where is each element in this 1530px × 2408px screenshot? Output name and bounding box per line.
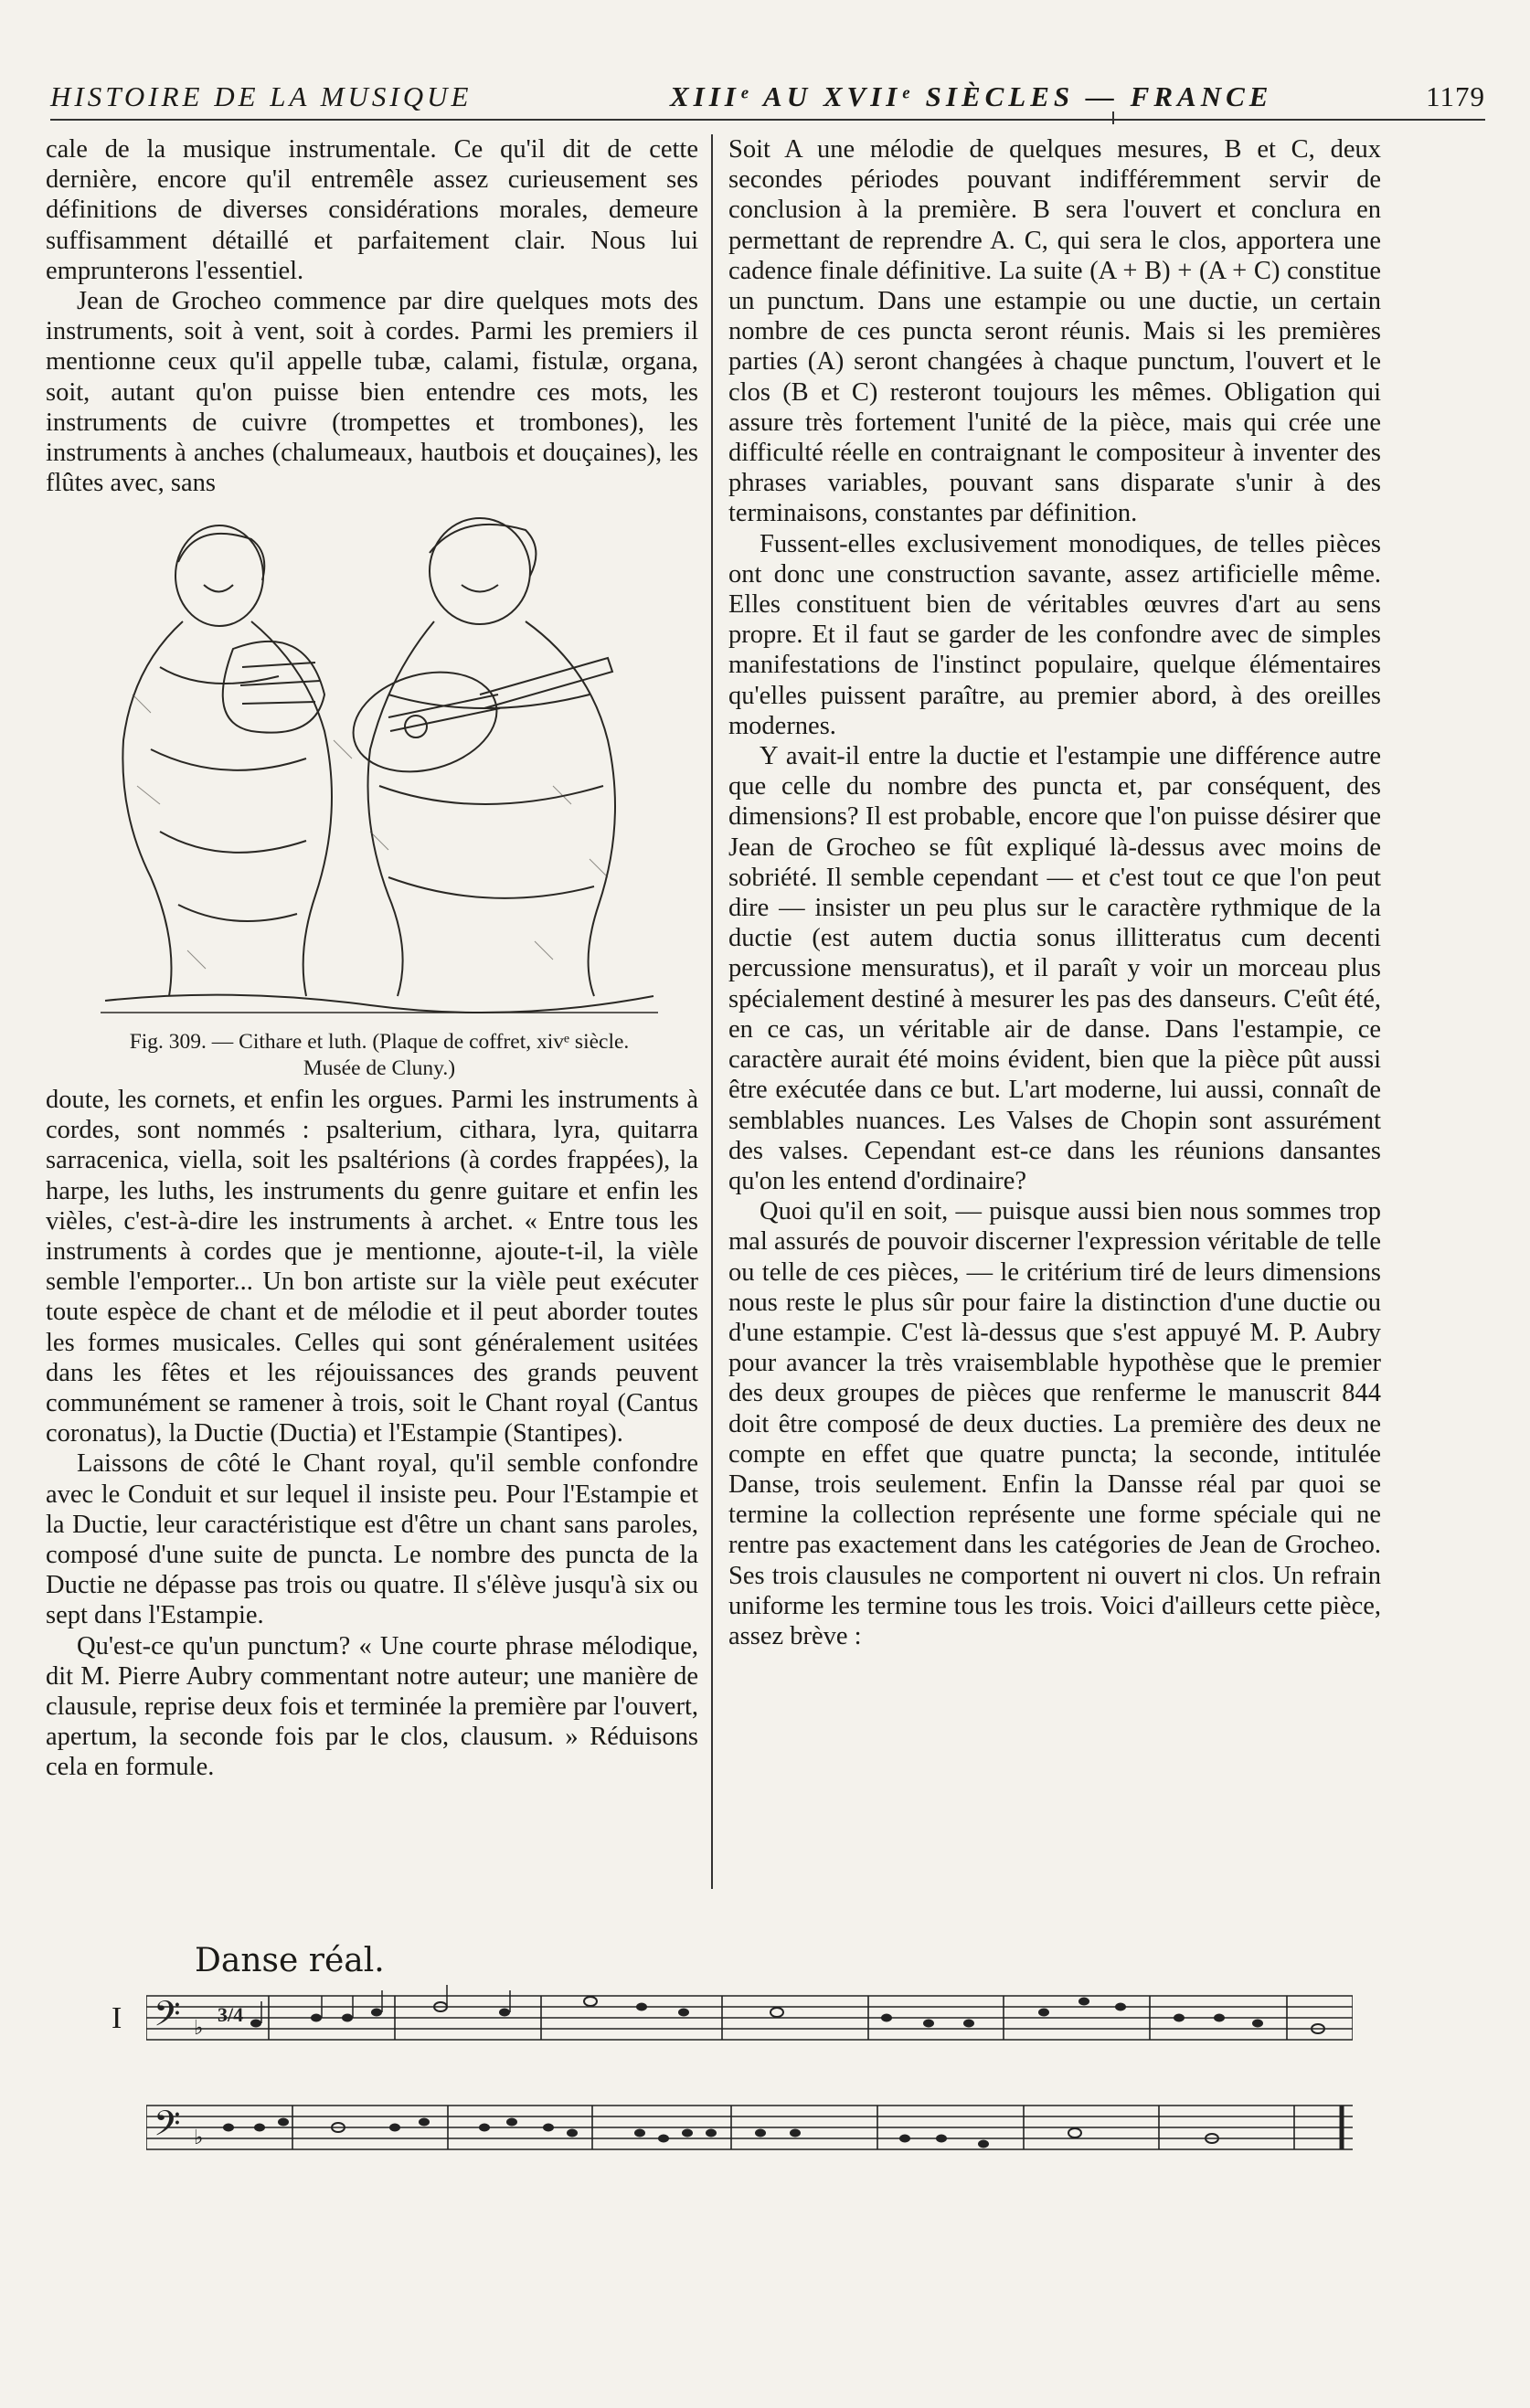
flat-sign-icon: ♭ [194, 2016, 204, 2039]
left-column [46, 134, 698, 498]
header-rule [50, 119, 1485, 121]
caption-line-2: Musée de Cluny.) [303, 1056, 456, 1080]
left-paragraph-3: doute, les cornets, et enfin les orgues. Parmi les instruments à cordes, sont nommés : psalterium, cithara, lyra, quitarra sarracenica, viella, soit les psaltérions (à cordes frappées), la harpe, les luths, les instruments du genre guitare et enfin les vièles, c'est-à-dire les instruments à archet. « Entre tous les instruments à cordes que je mentionne, ajoute-t-il, la vièle semble l'emporter... Un bon artiste sur la vièle peut exécuter toute espèce de chant et de mélodie et il peut aborder toutes les formes musicales. Celles qui sont généralement usitées dans les fêtes et les réjouissances des grands peuvent communément se ramener à trois, soit le Chant royal (Cantus coronatus), la Ductie (Ductia) et l'Estampie (Stantipes). [46, 1086, 698, 1448]
header-tick [1112, 111, 1114, 124]
right-paragraph-4: Quoi qu'il en soit, — puisque aussi bien nous sommes trop mal assurés de pouvoir discerner l'expression véritable de telle ou telle de ces pièces, — le critérium tiré de leurs dimensions nous reste le plus sûr pour faire la distinction d'une ductie ou d'une estampie. C'est là-dessus que s'est appuyé M. P. Aubry pour avancer la très vraisemblable hypothèse que le premier des deux groupes de pièces que renferme le manuscrit 844 doit être composé de deux ducties. La première des deux ne compte en effet que quatre puncta; la seconde, intitulée Danse, trois seulement. Enfin la Dansse réal par quoi se termine la collection représente une forme spéciale qui ne rentre pas exactement dans les catégories de Jean de Grocheo. Ses trois clausules ne comportent ni ouvert ni clos. Un refrain uniforme les termine tous les trois. Voici d'ailleurs cette pièce, assez brève : [728, 1197, 1381, 1650]
column-divider [711, 134, 713, 1889]
left-paragraph-1: cale de la musique instrumentale. Ce qu'il dit de cette dernière, encore qu'il entremêle assez curieusement ses définitions de diverses considérations morales, demeure suffisamment détaillé et parfaitement clair. Nous lui emprunterons l'essentiel. [46, 135, 698, 285]
left-paragraph-4: Laissons de côté le Chant royal, qu'il semble confondre avec le Conduit et sur lequel il insiste peu. Pour l'Estampie et la Ductie, leur caractéristique est d'être un chant sans paroles, composé d'une suite de puncta. Le nombre des puncta de la Ductie ne dépasse pas trois ou quatre. Il s'élève jusqu'à six ou sept dans l'Estampie. [46, 1449, 698, 1630]
caption-line-1: Fig. 309. — Cithare et luth. (Plaque de coffret, xivᵉ siècle. [129, 1030, 630, 1054]
header-title: HISTOIRE DE LA MUSIQUE [50, 80, 473, 112]
left-column-continued [46, 1085, 698, 1783]
bass-clef-icon-2: 𝄢 [154, 2103, 181, 2152]
music-title: Danse réal. [195, 1942, 385, 1979]
figure-caption [64, 1029, 695, 1082]
figure-cithare-luth-illustration [96, 512, 663, 1022]
notes-line-1 [250, 1985, 1324, 2033]
notes-line-2 [223, 2118, 1218, 2148]
bass-clef-icon: 𝄢 [154, 1993, 181, 2042]
header-section: XIIIᵉ AU XVIIᵉ SIÈCLES — FRANCE [670, 80, 1273, 112]
flat-sign-icon-2: ♭ [194, 2126, 204, 2148]
time-signature: 3/4 [218, 2003, 244, 2026]
music-part-label: I [112, 2001, 122, 2035]
running-header [50, 75, 1485, 121]
music-staff-1 [146, 1983, 1353, 2056]
left-paragraph-2: Jean de Grocheo commence par dire quelques mots des instruments, soit à vent, soit à cordes. Parmi les premiers il mentionne ceux qu'il appelle tubæ, calami, fistulæ, organa, soit, autant qu'on puisse bien entendre ces mots, les instruments de cuivre (trompettes et trombones), les instruments à anches (chalumeaux, hautbois et douçaines), les flûtes avec, sans [46, 287, 698, 498]
right-paragraph-3: Y avait-il entre la ductie et l'estampie une différence autre que celle du nombre des puncta et, par conséquent, des dimensions? Il est probable, encore que l'on puisse désirer que Jean de Grocheo se fût expliqué là-dessus avec moins de sobriété. Il semble cependant — et c'est tout ce que l'on peut dire — insister un peu plus sur le caractère rythmique de la ductie (est autem ductia sonus illitteratus cum decenti percussione mensuratus), et il paraît y voir un morceau plus spécialement destiné à mesurer les pas des danseurs. C'eût été, en ce cas, un véritable air de danse. Dans l'estampie, ce caractère aurait été moins évident, bien que la pièce pût aussi être exécutée dans ce but. L'art moderne, lui aussi, connaît de semblables nuances. Les Valses de Chopin sont assurément des valses. Cependant est-ce dans les réunions dansantes qu'on les entend d'ordinaire? [728, 742, 1381, 1195]
right-paragraph-1: Soit A une mélodie de quelques mesures, B et C, deux secondes périodes pouvant indifféremment servir de conclusion à la première. B sera l'ouvert et conclura en permettant de reprendre A. C, qui sera le clos, apportera une cadence finale définitive. La suite (A + B) + (A + C) constitue un punctum. Dans une estampie ou une ductie, un certain nombre de ces puncta seront réunis. Mais si les premières parties (A) seront changées à chaque punctum, l'ouvert et le clos (B et C) resteront toujours les mêmes. Obligation qui assure très fortement l'unité de la pièce, mais qui crée une difficulté réelle en contraignant le compositeur à inventer des phrases variables, pouvant sans disparate s'unir à des terminaisons, constantes par définition. [728, 135, 1381, 528]
music-staff-2 [146, 2093, 1353, 2166]
right-column [728, 134, 1381, 1651]
left-paragraph-5: Qu'est-ce qu'un punctum? « Une courte phrase mélodique, dit M. Pierre Aubry commentant notre auteur; une manière de clausule, reprise deux fois et terminée la première par l'ouvert, apertum, la seconde fois par le clos, clausum. » Réduisons cela en formule. [46, 1631, 698, 1782]
right-paragraph-2: Fussent-elles exclusivement monodiques, de telles pièces ont donc une construction savante, assez artificielle même. Elles constituent bien de véritables œuvres d'art au sens propre. Et il faut se garder de les confondre avec de simples manifestations de l'instinct populaire, quelque élémentaires qu'elles puissent paraître, au premier abord, à des oreilles modernes. [728, 529, 1381, 740]
page-number: 1179 [1426, 80, 1485, 112]
